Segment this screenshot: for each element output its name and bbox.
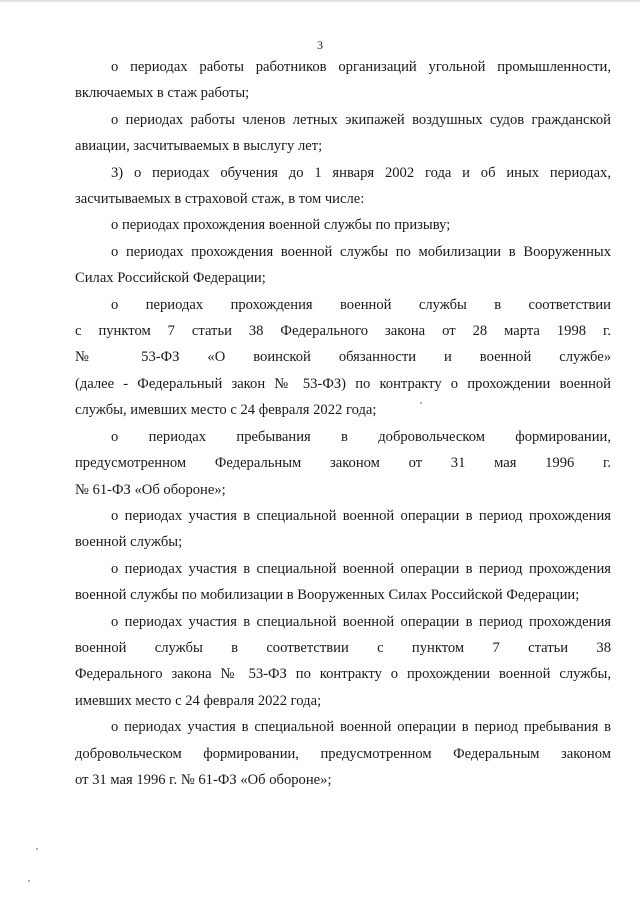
scan-speck (28, 880, 30, 882)
text-line: добровольческом формировании, предусмотренном Федеральным законом (75, 745, 611, 762)
scan-speck (420, 402, 422, 404)
paragraph-svo-contract (75, 609, 611, 715)
page-number: 3 (317, 38, 323, 52)
paragraph-volunteer-formation (75, 424, 611, 503)
scan-speck (36, 848, 38, 850)
text-line: о периодах участия в специальной военной операции в период прохождения (111, 613, 611, 630)
paragraph-education-periods: 3) о периодах обучения до 1 января 2002 года и об иных периодах, засчитываемых в страховой стаж, в том числе: (75, 164, 611, 208)
text-line: имевших место с 24 февраля 2022 года; (75, 692, 322, 709)
paragraph-contract-service (75, 292, 611, 424)
paragraph-svo-volunteer (75, 714, 611, 793)
paragraph-flight-crews: о периодах работы членов летных экипажей воздушных судов гражданской авиации, засчитываемых в выслугу лет; (75, 111, 611, 155)
paragraph-coal-industry: о периодах работы работников организаций угольной промышленности, включаемых в стаж работы; (75, 59, 611, 102)
paragraph-svo-military-service: о периодах участия в специальной военной операции в период прохождения военной службы; (75, 507, 611, 551)
text-line: службы, имевших место с 24 февраля 2022 года; (75, 402, 377, 419)
text-line: Федерального закона № 53-ФЗ по контракту о прохождении военной службы, (75, 666, 611, 683)
text-line: о периодах участия в специальной военной операции в период пребывания в (111, 719, 611, 736)
text-line: о периодах пребывания в добровольческом формировании, (111, 428, 611, 445)
text-line: с пунктом 7 статьи 38 Федерального закона от 28 марта 1998 г. (75, 323, 611, 340)
paragraph-svo-mobilization: о периодах участия в специальной военной операции в период прохождения военной службы по мобилизации в Вооруженных Силах Российской Федерации; (75, 560, 611, 604)
text-line: № 61-ФЗ «Об обороне»; (75, 481, 226, 498)
text-line: о периодах прохождения военной службы в соответствии (111, 296, 611, 313)
text-line: от 31 мая 1996 г. № 61-ФЗ «Об обороне»; (75, 771, 332, 788)
text-line: (далее - Федеральный закон № 53-ФЗ) по контракту о прохождении военной (75, 375, 611, 392)
text-line: военной службы в соответствии с пунктом 7 статьи 38 (75, 639, 611, 656)
document-body (75, 54, 611, 793)
text-line: № 53-ФЗ «О воинской обязанности и военной службе» (75, 349, 611, 366)
paragraph-conscription: о периодах прохождения военной службы по призыву; (111, 217, 451, 234)
page-edge (0, 0, 640, 3)
text-line: предусмотренном Федеральным законом от 31 мая 1996 г. (75, 455, 611, 472)
paragraph-mobilization: о периодах прохождения военной службы по мобилизации в Вооруженных Силах Российской Федерации; (75, 243, 611, 287)
